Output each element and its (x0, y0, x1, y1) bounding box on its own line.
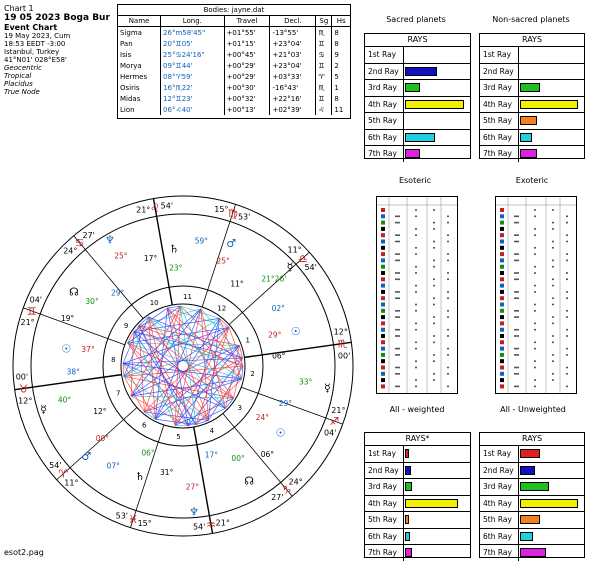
ray-row (365, 130, 470, 147)
ray-label: 3rd Ray (368, 482, 397, 491)
chart-wheel (0, 186, 365, 551)
cusp-minute: 00' (337, 351, 351, 361)
cell-travel: +00°30' (224, 82, 270, 93)
planet-glyph-icon: ☊ (244, 474, 254, 488)
cusp-degree: 21° (331, 405, 346, 415)
cell-hs: 8 (334, 28, 339, 37)
house-number: 7 (116, 389, 121, 398)
ray-separator (518, 512, 519, 528)
unweighted-caption: All - Unweighted (500, 405, 566, 414)
planet-glyph-icon: ♂ (81, 449, 92, 463)
ray-bar (520, 466, 535, 475)
house-number: 3 (237, 403, 243, 412)
ray-row (365, 545, 470, 561)
ray-separator (403, 512, 404, 528)
planet-position: 00° (231, 454, 245, 464)
col-house: Hs (332, 16, 350, 27)
cell-decl: +22°16' (270, 93, 316, 104)
ray-bar (520, 449, 540, 458)
ray-label: 5th Ray (368, 116, 397, 125)
ray-bar (520, 482, 549, 491)
ray-separator (518, 545, 519, 561)
col-travel: Travel (224, 16, 270, 27)
chart-date: 19 May 2023, Cum (4, 32, 71, 40)
planet-position: 38° (66, 367, 80, 377)
cusp-minute: 00' (15, 372, 29, 382)
ray-bar (405, 449, 409, 458)
ray-label: 3rd Ray (483, 482, 512, 491)
ray-label: 7th Ray (483, 149, 512, 158)
col-long: Long. (161, 16, 225, 27)
planet-position: 06° (272, 351, 286, 361)
exoteric-table (495, 196, 577, 394)
ray-row (480, 130, 584, 147)
ray-separator (403, 545, 404, 561)
ray-separator (403, 496, 404, 512)
chart-time: 18:53 EEDT -3:00 (4, 40, 66, 48)
cell-travel: +00°29' (224, 60, 270, 71)
cusp-minute: 53' (237, 212, 251, 222)
ray-label: 2nd Ray (368, 465, 399, 475)
cusp-minute: 54' (49, 460, 62, 470)
ray-bar (520, 499, 578, 508)
ray-separator (518, 529, 519, 545)
chart-option-placidus: Placidus (4, 80, 33, 88)
ray-row (480, 496, 584, 513)
cusp-minute: 27' (271, 493, 284, 503)
cell-sg: ♌ (316, 104, 332, 115)
planet-position: 30° (85, 297, 99, 307)
cell-decl: -16°43' (270, 82, 316, 93)
cell-hs: 9 (334, 50, 339, 59)
cusp-sign-icon: ♍ (227, 206, 238, 220)
col-decl: Decl. (270, 16, 316, 27)
ray-label: 6th Ray (483, 531, 512, 541)
chart-header (4, 4, 116, 96)
ray-bar (405, 133, 435, 142)
weighted-caption: All - weighted (389, 405, 445, 414)
house-cusp-line (57, 407, 137, 479)
house-number: 8 (111, 356, 116, 365)
ray-label: 7th Ray (368, 149, 397, 158)
ray-separator (518, 479, 519, 495)
table-row (118, 60, 350, 71)
col-name: Name (118, 16, 161, 27)
mini-list-graphic (496, 197, 576, 393)
ray-label: 1st Ray (368, 449, 397, 458)
nonsacred-rays-panel (479, 33, 585, 159)
ray-row (480, 529, 584, 546)
cusp-degree: 21° (136, 205, 151, 215)
ray-row (365, 463, 470, 480)
ray-separator (403, 479, 404, 495)
ray-separator (518, 47, 519, 63)
table-row (118, 71, 350, 82)
ray-row (365, 479, 470, 496)
rays-heading: RAYS (480, 34, 584, 47)
ray-separator (518, 496, 519, 512)
planet-glyph-icon: ☿ (324, 381, 331, 395)
cell-sg: ♊ (316, 93, 332, 104)
ray-label: 3rd Ray (483, 83, 512, 92)
ray-separator (403, 113, 404, 129)
ray-separator (403, 146, 404, 162)
ray-label: 6th Ray (368, 531, 397, 541)
table-row (118, 93, 350, 104)
cusp-sign-icon: ♉ (18, 382, 29, 396)
cell-decl: +23°04' (270, 38, 316, 49)
cusp-degree: 15° (137, 518, 152, 528)
cusp-sign-icon: ♌ (150, 201, 160, 215)
house-number: 9 (123, 322, 129, 331)
ray-bar (520, 515, 540, 524)
ray-bar (520, 532, 533, 541)
planet-position: 07° (106, 461, 120, 471)
planet-position: 23° (169, 263, 183, 273)
ray-separator (403, 529, 404, 545)
cusp-degree: 24° (288, 477, 303, 487)
cell-name: Pan (118, 38, 161, 49)
cell-long: 20°♊05' (161, 38, 225, 49)
cell-name: Hermes (118, 71, 161, 82)
ray-bar (520, 116, 537, 125)
cell-hs: 11 (334, 105, 344, 114)
planet-glyph-icon: ☉ (290, 325, 301, 339)
weighted-rays-panel (364, 432, 471, 558)
chart-subtitle: Event Chart (4, 23, 58, 32)
ray-separator (403, 97, 404, 113)
ray-separator (518, 130, 519, 146)
ray-separator (518, 146, 519, 162)
bodies-table (118, 16, 350, 115)
unweighted-rays-panel (479, 432, 585, 558)
footer-filename: esot2.pag (4, 548, 44, 557)
ray-label: 4th Ray (368, 498, 397, 508)
ray-row (365, 64, 470, 81)
cell-long: 25°♋24'16" (161, 49, 225, 60)
ray-label: 1st Ray (483, 449, 512, 458)
cusp-degree: 21° (20, 318, 35, 328)
exoteric-title: Exoteric (515, 176, 549, 185)
planet-position: 21°26' (261, 274, 287, 284)
cusp-sign-icon: ♒ (206, 518, 216, 532)
planet-position: 25° (216, 256, 230, 266)
cell-decl: -13°55' (270, 27, 316, 39)
ray-label: 6th Ray (483, 132, 512, 142)
ray-row (365, 146, 470, 162)
chart-title: 19 05 2023 Boga Bur (4, 13, 110, 23)
cell-decl: +23°04' (270, 60, 316, 71)
table-row (118, 104, 350, 115)
cusp-minute: 54' (192, 522, 206, 532)
planet-position: 00° (95, 433, 110, 443)
ray-row (365, 113, 470, 130)
house-number: 12 (217, 304, 227, 313)
cell-travel: +00°32' (224, 93, 270, 104)
ray-bar (405, 67, 437, 76)
ray-row (365, 446, 470, 463)
cell-name: Sigma (118, 27, 161, 39)
planet-glyph-icon: ☿ (286, 260, 294, 274)
ray-bar (405, 83, 420, 92)
table-row (118, 38, 350, 49)
ray-separator (518, 80, 519, 96)
cusp-minute: 04' (323, 428, 337, 438)
ray-bar (405, 532, 410, 541)
sacred-title: Sacred planets (386, 15, 446, 24)
cusp-sign-icon: ♎ (297, 252, 308, 266)
ray-bar (520, 100, 578, 109)
planet-position: 17° (143, 253, 158, 263)
cell-sg: ♈ (316, 71, 332, 82)
cell-travel: +01°55' (224, 27, 270, 39)
cusp-minute: 54' (304, 263, 317, 273)
cusp-sign-icon: ♊ (26, 304, 37, 318)
cell-long: 26°m58'45" (161, 27, 225, 39)
cell-sg: ♊ (316, 60, 332, 71)
ray-label: 2nd Ray (483, 465, 514, 475)
cusp-degree: 21° (215, 518, 230, 528)
ray-separator (403, 80, 404, 96)
ray-label: 4th Ray (368, 99, 397, 109)
cusp-degree: 11° (64, 478, 79, 488)
planet-position: 27° (185, 482, 200, 492)
ray-bar (520, 133, 532, 142)
cell-name: Lion (118, 104, 161, 115)
house-number: 2 (250, 369, 255, 378)
ray-bar (405, 515, 409, 524)
table-row (118, 49, 350, 60)
ray-separator (403, 64, 404, 80)
ray-bar (405, 548, 412, 557)
cell-decl: +21°03' (270, 49, 316, 60)
cell-travel: +00°29' (224, 71, 270, 82)
cell-hs: 8 (334, 94, 339, 103)
ray-bar (520, 149, 537, 158)
cusp-degree: 12° (18, 396, 33, 406)
house-number: 1 (245, 336, 250, 345)
ray-label: 6th Ray (368, 132, 397, 142)
ray-bar (405, 499, 458, 508)
ray-row (480, 47, 584, 64)
ray-row (480, 97, 584, 114)
cusp-degree: 11° (287, 245, 302, 255)
house-number: 10 (149, 299, 159, 308)
house-number: 11 (183, 293, 192, 302)
cusp-sign-icon: ♏ (337, 337, 348, 351)
house-number: 6 (141, 421, 147, 430)
cusp-sign-icon: ♑ (281, 483, 292, 497)
chart-option-node: True Node (4, 88, 40, 96)
ray-row (480, 479, 584, 496)
esoteric-table (376, 196, 458, 394)
ray-row (365, 47, 470, 64)
cell-travel: +01°15' (224, 38, 270, 49)
planet-position: 12° (93, 407, 107, 417)
chart-coords: 41°N01' 028°E58' (4, 56, 67, 64)
planet-glyph-icon: ♄ (135, 469, 145, 483)
ray-row (480, 512, 584, 529)
ray-label: 5th Ray (483, 116, 512, 125)
planet-position: 11° (230, 279, 244, 289)
planet-position: 19° (60, 313, 75, 323)
chart-place: Istanbul, Turkey (4, 48, 60, 56)
cusp-sign-icon: ♋ (74, 236, 85, 250)
table-row (118, 27, 350, 39)
cusp-degree: 15° (214, 205, 229, 215)
bodies-table-panel (117, 4, 351, 119)
ray-row (480, 64, 584, 81)
ray-label: 7th Ray (483, 548, 512, 557)
rays-heading: RAYS (365, 34, 470, 47)
cell-sg: ♏ (316, 27, 332, 39)
cusp-sign-icon: ♈ (58, 467, 69, 481)
ray-separator (403, 446, 404, 462)
cell-long: 09°♊44' (161, 60, 225, 71)
ray-separator (518, 113, 519, 129)
ray-row (480, 80, 584, 97)
ray-label: 5th Ray (368, 515, 397, 524)
chart-option-geocentric: Geocentric (4, 64, 43, 72)
ray-row (365, 512, 470, 529)
ray-row (365, 529, 470, 546)
nonsacred-title: Non-sacred planets (492, 15, 570, 24)
house-number: 5 (176, 432, 181, 441)
cusp-degree: 12° (333, 327, 348, 337)
rays-heading: RAYS* (365, 433, 470, 446)
sacred-rays-panel (364, 33, 471, 159)
ray-row (365, 496, 470, 513)
ray-separator (518, 446, 519, 462)
planet-position: 06° (260, 449, 275, 459)
ray-bar (405, 149, 420, 158)
rays-heading: RAYS (480, 433, 584, 446)
cell-name: Midas (118, 93, 161, 104)
ray-label: 4th Ray (483, 99, 512, 109)
ray-bar (405, 100, 464, 109)
cusp-degree: 24° (63, 246, 78, 256)
chart-option-tropical: Tropical (4, 72, 32, 80)
planet-position: 24° (255, 413, 270, 423)
ray-row (365, 80, 470, 97)
ray-label: 3rd Ray (368, 83, 397, 92)
planet-glyph-icon: ☊ (68, 285, 79, 299)
cell-hs: 1 (334, 83, 339, 92)
cell-decl: +03°33' (270, 71, 316, 82)
cell-long: 06°♌40' (161, 104, 225, 115)
ray-separator (403, 130, 404, 146)
planet-position: 02° (271, 303, 285, 313)
cell-long: 16°♏22' (161, 82, 225, 93)
cusp-minute: 54' (160, 201, 174, 211)
cusp-minute: 53' (115, 511, 129, 521)
cell-name: Osiris (118, 82, 161, 93)
cell-long: 12°♊23' (161, 93, 225, 104)
ray-row (480, 446, 584, 463)
ray-separator (518, 463, 519, 479)
ray-label: 1st Ray (483, 50, 512, 59)
cell-name: Morya (118, 60, 161, 71)
planet-glyph-icon: ☉ (61, 342, 72, 356)
house-number: 4 (209, 426, 215, 435)
ray-separator (403, 463, 404, 479)
ray-label: 2nd Ray (368, 66, 399, 76)
planet-position: 59° (194, 236, 209, 246)
ray-label: 1st Ray (368, 50, 397, 59)
ray-label: 4th Ray (483, 498, 512, 508)
cell-hs: 5 (334, 72, 339, 81)
ray-label: 2nd Ray (483, 66, 514, 76)
planet-glyph-icon: ☿ (40, 403, 47, 417)
cusp-sign-icon: ♓ (128, 513, 139, 527)
planet-glyph-icon: ♆ (104, 233, 115, 247)
planet-position: 31° (160, 467, 174, 477)
cell-hs: 2 (334, 61, 339, 70)
cell-sg: ♏ (316, 82, 332, 93)
cusp-minute: 27' (82, 230, 95, 240)
cell-decl: +02°39' (270, 104, 316, 115)
cell-travel: +00°13' (224, 104, 270, 115)
cell-travel: +00°45' (224, 49, 270, 60)
esoteric-title: Esoteric (398, 176, 432, 185)
cusp-sign-icon: ♐ (329, 415, 340, 429)
planet-glyph-icon: ☉ (275, 426, 286, 440)
chart-number: Chart 1 (4, 4, 34, 13)
planet-position: 29° (110, 288, 125, 298)
table-row (118, 82, 350, 93)
planet-position: 06° (141, 448, 155, 458)
ray-row (480, 113, 584, 130)
cell-name: Isis (118, 49, 161, 60)
ray-bar (520, 83, 540, 92)
planet-glyph-icon: ♄ (169, 242, 180, 256)
planet-position: 17° (204, 450, 219, 460)
cusp-minute: 04' (29, 295, 43, 305)
mini-list-graphic (377, 197, 457, 393)
cell-hs: 8 (334, 39, 339, 48)
planet-position: 37° (81, 344, 95, 354)
planet-position: 25° (114, 251, 128, 261)
bodies-table-title: Bodies: jayne.dat (118, 5, 350, 16)
planet-position: 40° (57, 395, 72, 405)
planet-glyph-icon: ♆ (189, 505, 199, 519)
ray-row (480, 146, 584, 162)
planet-position: 29° (278, 399, 293, 409)
ray-label: 5th Ray (483, 515, 512, 524)
ray-row (480, 463, 584, 480)
col-sign: Sg (316, 16, 332, 27)
cell-sg: ♊ (316, 38, 332, 49)
ray-separator (518, 64, 519, 80)
planet-glyph-icon: ♂ (226, 237, 237, 251)
ray-separator (518, 97, 519, 113)
ray-bar (520, 548, 546, 557)
ray-bar (405, 466, 411, 475)
ray-separator (403, 47, 404, 63)
planet-position: 29° (268, 330, 282, 340)
ray-label: 7th Ray (368, 548, 397, 557)
ray-row (365, 97, 470, 114)
cell-long: 08°♈59' (161, 71, 225, 82)
ray-row (480, 545, 584, 561)
cell-sg: ♋ (316, 49, 332, 60)
ray-bar (405, 482, 412, 491)
planet-position: 33° (298, 377, 313, 387)
